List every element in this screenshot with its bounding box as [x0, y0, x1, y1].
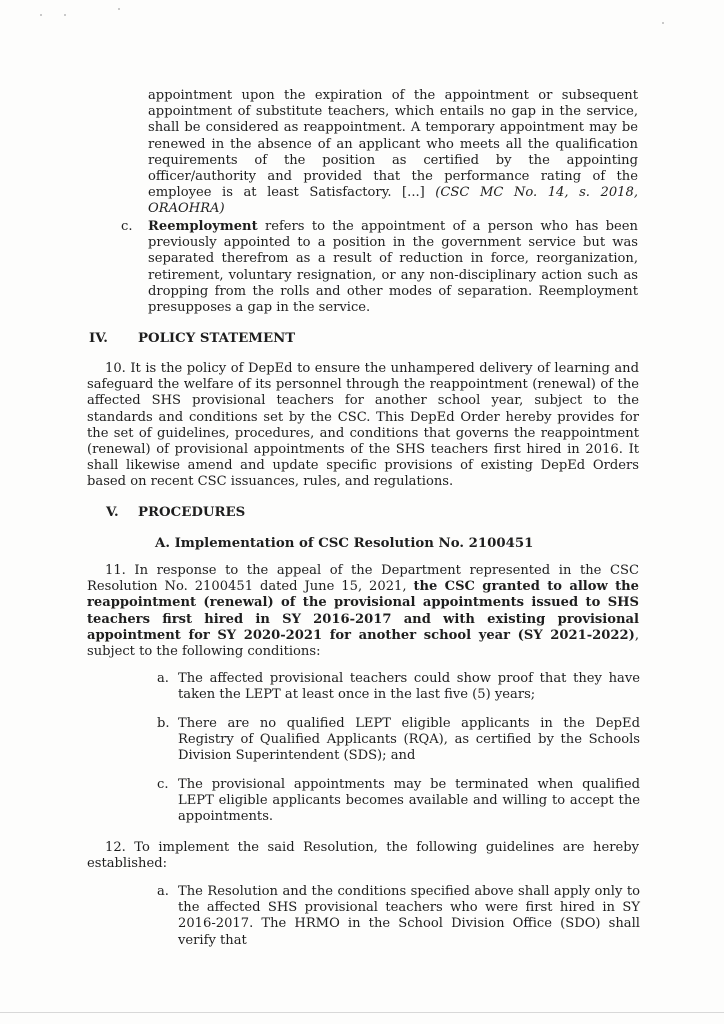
condition-b-marker: b.	[157, 716, 170, 731]
scan-speck	[40, 14, 42, 16]
condition-a-text: The affected provisional teachers could show proof that they have taken the LEPT at least once in the last five (5) years;	[178, 671, 640, 703]
condition-c-text: The provisional appointments may be terminated when qualified LEPT eligible applicants becomes available and willing to accept the appointments.	[178, 777, 640, 825]
guideline-a-marker: a.	[157, 884, 169, 899]
scan-speck	[64, 14, 66, 16]
continuation-citation: (CSC MC No. 14, s. 2018, ORAOHRA)	[148, 185, 638, 217]
paragraph-12-text: 12. To implement the said Resolution, the following guidelines are hereby established:	[87, 840, 639, 872]
paragraph-12	[87, 840, 639, 872]
item-c-term: Reemployment	[148, 219, 258, 234]
paragraph-11	[87, 563, 639, 660]
continuation-text: appointment upon the expiration of the appointment or subsequent appointment of substitute teachers, which entails no gap in the service, shall be considered as reappointment. A temporary appointment may be renewed in the absence of an applicant who meets all the qualification requirements of the position as certified by the appointing officer/authority and provided that the performance rating of the employee is at least Satisfactory. [...]	[148, 88, 638, 201]
guideline-a	[178, 884, 640, 949]
condition-b	[178, 716, 640, 765]
guideline-a-text: The Resolution and the conditions specified above shall apply only to the affected SHS provisional teachers who were first hired in SY 2016-2017. The HRMO in the School Division Office (SDO) shall verify that	[178, 884, 640, 948]
scan-speck	[118, 8, 120, 10]
paragraph-11-bold: the CSC granted to allow the reappointment (renewal) of the provisional appointments issued to SHS teachers first hired in SY 2016-2017 and with existing provisional appointment for SY 2020-2021 for another school year (SY 2021-2022)	[87, 579, 639, 643]
continuation-paragraph	[148, 88, 638, 218]
item-c-marker: c.	[121, 219, 133, 234]
page-edge-line	[0, 1012, 724, 1013]
scan-speck	[662, 22, 664, 24]
paragraph-11-intro: 11. In response to the appeal of the Department represented in the CSC Resolution No. 2100451 dated June 15, 2021,	[87, 563, 639, 595]
paragraph-10	[87, 361, 639, 491]
item-c-paragraph	[148, 219, 638, 316]
condition-a-marker: a.	[157, 671, 169, 686]
condition-b-text: There are no qualified LEPT eligible applicants in the DepEd Registry of Qualified Applicants (RQA), as certified by the Schools Division Superintendent (SDS); and	[178, 716, 640, 764]
paragraph-10-text: 10. It is the policy of DepEd to ensure the unhampered delivery of learning and safeguard the welfare of its personnel through the reappointment (renewal) of the affected SHS provisional teachers for another school year, subject to the standards and conditions set by the CSC. This DepEd Order hereby provides for the set of guidelines, procedures, and conditions that governs the reappointment (renewal) of provisional appointments of the SHS teachers first hired in 2016. It shall likewise amend and update specific provisions of existing DepEd Orders based on recent CSC issuances, rules, and regulations.	[87, 361, 639, 490]
condition-c-marker: c.	[157, 777, 169, 792]
paragraph-11-outro: , subject to the following conditions:	[87, 627, 639, 660]
section-v-number: V.	[106, 505, 119, 520]
condition-a	[178, 671, 640, 703]
item-c-text: refers to the appointment of a person who has been previously appointed to a position in the government service but was separated therefrom as a result of reduction in force, reorganization, retirement, voluntary resignation, or any non-disciplinary action such as dropping from the rolls and other modes of separation. Reemployment presupposes a gap in the service.	[148, 219, 638, 316]
section-iv-title: POLICY STATEMENT	[138, 331, 296, 346]
condition-c	[178, 777, 640, 826]
section-iv-number: IV.	[89, 331, 108, 346]
section-v-title: PROCEDURES	[138, 505, 246, 520]
subsection-a-title: A. Implementation of CSC Resolution No. 2100451	[155, 536, 534, 551]
